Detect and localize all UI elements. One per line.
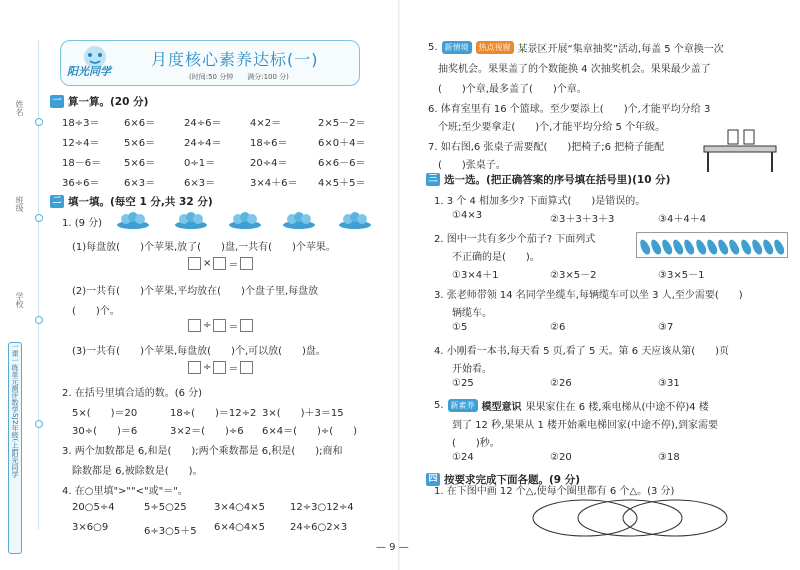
eggplant-icon <box>682 238 696 256</box>
calc-item: 4×2＝ <box>250 118 282 129</box>
calc-item: 18÷3＝ <box>62 118 100 129</box>
option[interactable]: ③3×5－1 <box>658 270 705 281</box>
name-label: 姓名 <box>15 100 24 116</box>
q1-part-2a: (2)一共有( )个苹果,平均放在( )个盘子里,每盘放 <box>72 286 319 297</box>
hot-topic-tag: 热点视窗 <box>476 41 514 54</box>
answer-box[interactable] <box>213 319 226 332</box>
binding-hole <box>35 214 43 222</box>
eggplant-icon <box>660 238 674 256</box>
q5-line-2: 抽奖机会。果果盖了的个数能换 4 次抽奖机会。果果最少盖了 <box>438 64 711 75</box>
choice-3-question-b: 辆缆车。 <box>452 308 492 319</box>
option[interactable]: ③7 <box>658 322 674 333</box>
option[interactable]: ①24 <box>452 452 474 463</box>
eggplant-icon <box>638 238 652 256</box>
q3-line-2: 除数都是 6,被除数是( )。 <box>72 466 203 477</box>
desk-chairs-illustration <box>700 128 780 174</box>
calc-item: 4×5＋5＝ <box>318 178 366 189</box>
apple-plate-icon <box>174 210 208 230</box>
choice-5-line-2: 到了 12 秒,果果从 1 楼开始乘电梯回家(中途不停),到家需要 <box>452 420 718 431</box>
calc-item: 0÷1＝ <box>184 158 216 169</box>
fill-item: 3×( )＋3＝15 <box>262 408 344 419</box>
option[interactable]: ③18 <box>658 452 680 463</box>
new-literacy-tag: 新素养 <box>448 399 478 412</box>
answer-box[interactable] <box>240 257 253 270</box>
answer-box[interactable] <box>188 361 201 374</box>
calc-item: 6×6＝ <box>124 118 156 129</box>
apple-plate-icon <box>116 210 150 230</box>
compare-item: 5÷5○25 <box>144 502 187 513</box>
test-header <box>60 40 360 86</box>
book-spine-label: 一课一练 单元测评 数学 SJ 2年级(上) 阳光同学 <box>8 342 22 554</box>
eggplant-icon <box>649 238 663 256</box>
calc-item: 6×3＝ <box>124 178 156 189</box>
q7-line-1: 7. 如右图,6 张桌子需要配( )把椅子;6 把椅子能配 <box>428 142 665 153</box>
binding-hole <box>35 118 43 126</box>
eggplant-icon <box>750 238 764 256</box>
option[interactable]: ③4＋4＋4 <box>658 214 707 225</box>
calc-item: 20÷4＝ <box>250 158 288 169</box>
answer-box[interactable] <box>188 319 201 332</box>
section-2-heading: 二 填一填。(每空 1 分,共 32 分) <box>50 194 213 209</box>
q6-line-1: 6. 体育室里有 16 个篮球。至少要添上( )个,才能平均分给 3 <box>428 104 711 115</box>
eggplant-icon <box>705 238 719 256</box>
choice-1-question: 1. 3 个 4 相加多少? 下面算式( )是错误的。 <box>434 196 646 207</box>
q4-heading: 4. 在○里填">""<"或"＝"。 <box>62 486 188 497</box>
compare-item: 3×4○4×5 <box>214 502 265 513</box>
compare-item: 6×4○4×5 <box>214 522 265 533</box>
logo-text: 阳光同学 <box>67 65 111 78</box>
apple-plate-icon <box>282 210 316 230</box>
option[interactable]: ①3×4＋1 <box>452 270 499 281</box>
margin-line <box>38 40 39 530</box>
q7-line-2: ( )张桌子。 <box>438 160 506 171</box>
choice-4-question-b: 开始看。 <box>452 364 492 375</box>
new-context-tag: 新情境 <box>442 41 472 54</box>
calc-item: 36÷6＝ <box>62 178 100 189</box>
calc-item: 5×6＝ <box>124 138 156 149</box>
choice-5-line-3: ( )秒。 <box>452 438 500 449</box>
calc-item: 2×5－2＝ <box>318 118 366 129</box>
calc-item: 24÷6＝ <box>184 118 222 129</box>
fill-item: 6×4＝( )÷( ) <box>262 426 358 437</box>
answer-box[interactable] <box>240 319 253 332</box>
eggplant-icon <box>761 238 775 256</box>
apple-plate-icon <box>338 210 372 230</box>
binding-margin <box>0 0 40 570</box>
calc-item: 6×3＝ <box>184 178 216 189</box>
answer-box[interactable] <box>240 361 253 374</box>
fill-item: 18÷( )＝12÷2 <box>170 408 257 419</box>
q5-line-1: 5. 新情境 热点视窗 某景区开展“集章抽奖”活动,每盖 5 个章换一次 <box>428 42 724 55</box>
q2-heading: 2. 在括号里填合适的数。(6 分) <box>62 388 203 399</box>
compare-item: 3×6○9 <box>72 522 109 533</box>
binding-hole <box>35 420 43 428</box>
compare-item: 24÷6○2×3 <box>290 522 348 533</box>
calc-item: 18－6＝ <box>62 158 102 169</box>
q1-part-1: (1)每盘放( )个苹果,放了( )盘,一共有( )个苹果。 <box>72 242 336 253</box>
calc-item: 6×6－6＝ <box>318 158 366 169</box>
right-page <box>400 0 800 570</box>
choice-2-question-a: 2. 图中一共有多少个茄子? 下面列式 <box>434 234 596 245</box>
eggplant-icon <box>772 238 786 256</box>
choice-2-question-b: 不正确的是( )。 <box>452 252 540 263</box>
calc-item: 12÷4＝ <box>62 138 100 149</box>
answer-box[interactable] <box>213 361 226 374</box>
q1-part-2b: ( )个。 <box>72 306 120 317</box>
option[interactable]: ①4×3 <box>452 210 483 221</box>
answer-box[interactable] <box>188 257 201 270</box>
eggplant-icon <box>694 238 708 256</box>
fill-item: 30÷( )＝6 <box>72 426 138 437</box>
compare-item: 20○5÷4 <box>72 502 115 513</box>
equation-boxes-2: ÷ ＝ <box>188 318 253 333</box>
equation-boxes-3: ÷ ＝ <box>188 360 253 375</box>
q1-heading: 1. (9 分) <box>62 218 103 229</box>
class-label: 班级 <box>15 196 24 212</box>
choice-4-question-a: 4. 小刚看一本书,每天看 5 页,看了 5 天。第 6 天应该从第( )页 <box>434 346 730 357</box>
section-3-heading: 三 选一选。(把正确答案的序号填在括号里)(10 分) <box>426 172 670 187</box>
test-title: 月度核心素养达标(一) <box>151 50 319 69</box>
eggplant-illustration <box>636 232 788 258</box>
apple-plate-icon <box>228 210 262 230</box>
overlapping-circles-diagram <box>530 496 730 540</box>
q1-part-3: (3)一共有( )个苹果,每盘放( )个,可以放( )盘。 <box>72 346 326 357</box>
option[interactable]: ②3×5－2 <box>550 270 597 281</box>
test-subtitle: (时间:50 分钟 满分:100 分) <box>189 73 289 81</box>
eggplant-icon <box>739 238 753 256</box>
q6-line-2: 个班;至少要拿走( )个,才能平均分给 5 个年级。 <box>438 122 666 133</box>
calc-item: 24÷4＝ <box>184 138 222 149</box>
compare-item: 6÷3○5＋5 <box>144 526 197 537</box>
calc-item: 6×0＋4＝ <box>318 138 366 149</box>
draw-question: 1. 在下图中画 12 个△,使每个圈里都有 6 个△。(3 分) <box>434 486 675 497</box>
section-1-heading: 一 算一算。(20 分) <box>50 94 148 109</box>
option[interactable]: ②20 <box>550 452 572 463</box>
eggplant-icon <box>727 238 741 256</box>
option[interactable]: ②6 <box>550 322 566 333</box>
option[interactable]: ②3＋3＋3＋3 <box>550 214 615 225</box>
answer-box[interactable] <box>213 257 226 270</box>
binding-hole <box>35 316 43 324</box>
compare-item: 12÷3○12÷4 <box>290 502 354 513</box>
school-label: 学校 <box>15 292 24 308</box>
option[interactable]: ③31 <box>658 378 680 389</box>
equation-boxes-1: × ＝ <box>188 256 253 271</box>
choice-5-line-1: 5. 新素养 模型意识 果果家住在 6 楼,乘电梯从(中途不停)4 楼 <box>434 400 709 413</box>
fill-item: 5×( )＝20 <box>72 408 138 419</box>
choice-3-question-a: 3. 张老师带领 14 名同学坐缆车,每辆缆车可以坐 3 人,至少需要( ) <box>434 290 743 301</box>
option[interactable]: ①25 <box>452 378 474 389</box>
option[interactable]: ①5 <box>452 322 468 333</box>
q3-line-1: 3. 两个加数都是 6,和是( );两个乘数都是 6,积是( );商和 <box>62 446 343 457</box>
calc-item: 3×4＋6＝ <box>250 178 298 189</box>
calc-item: 18÷6＝ <box>250 138 288 149</box>
page-number: — 9 — <box>376 542 409 553</box>
q5-line-3: ( )个章,最多盖了( )个章。 <box>438 84 587 95</box>
calc-item: 5×6＝ <box>124 158 156 169</box>
option[interactable]: ②26 <box>550 378 572 389</box>
fill-item: 3×2＝( )÷6 <box>170 426 244 437</box>
section-4-heading: 四 按要求完成下面各题。(9 分) <box>426 472 580 487</box>
